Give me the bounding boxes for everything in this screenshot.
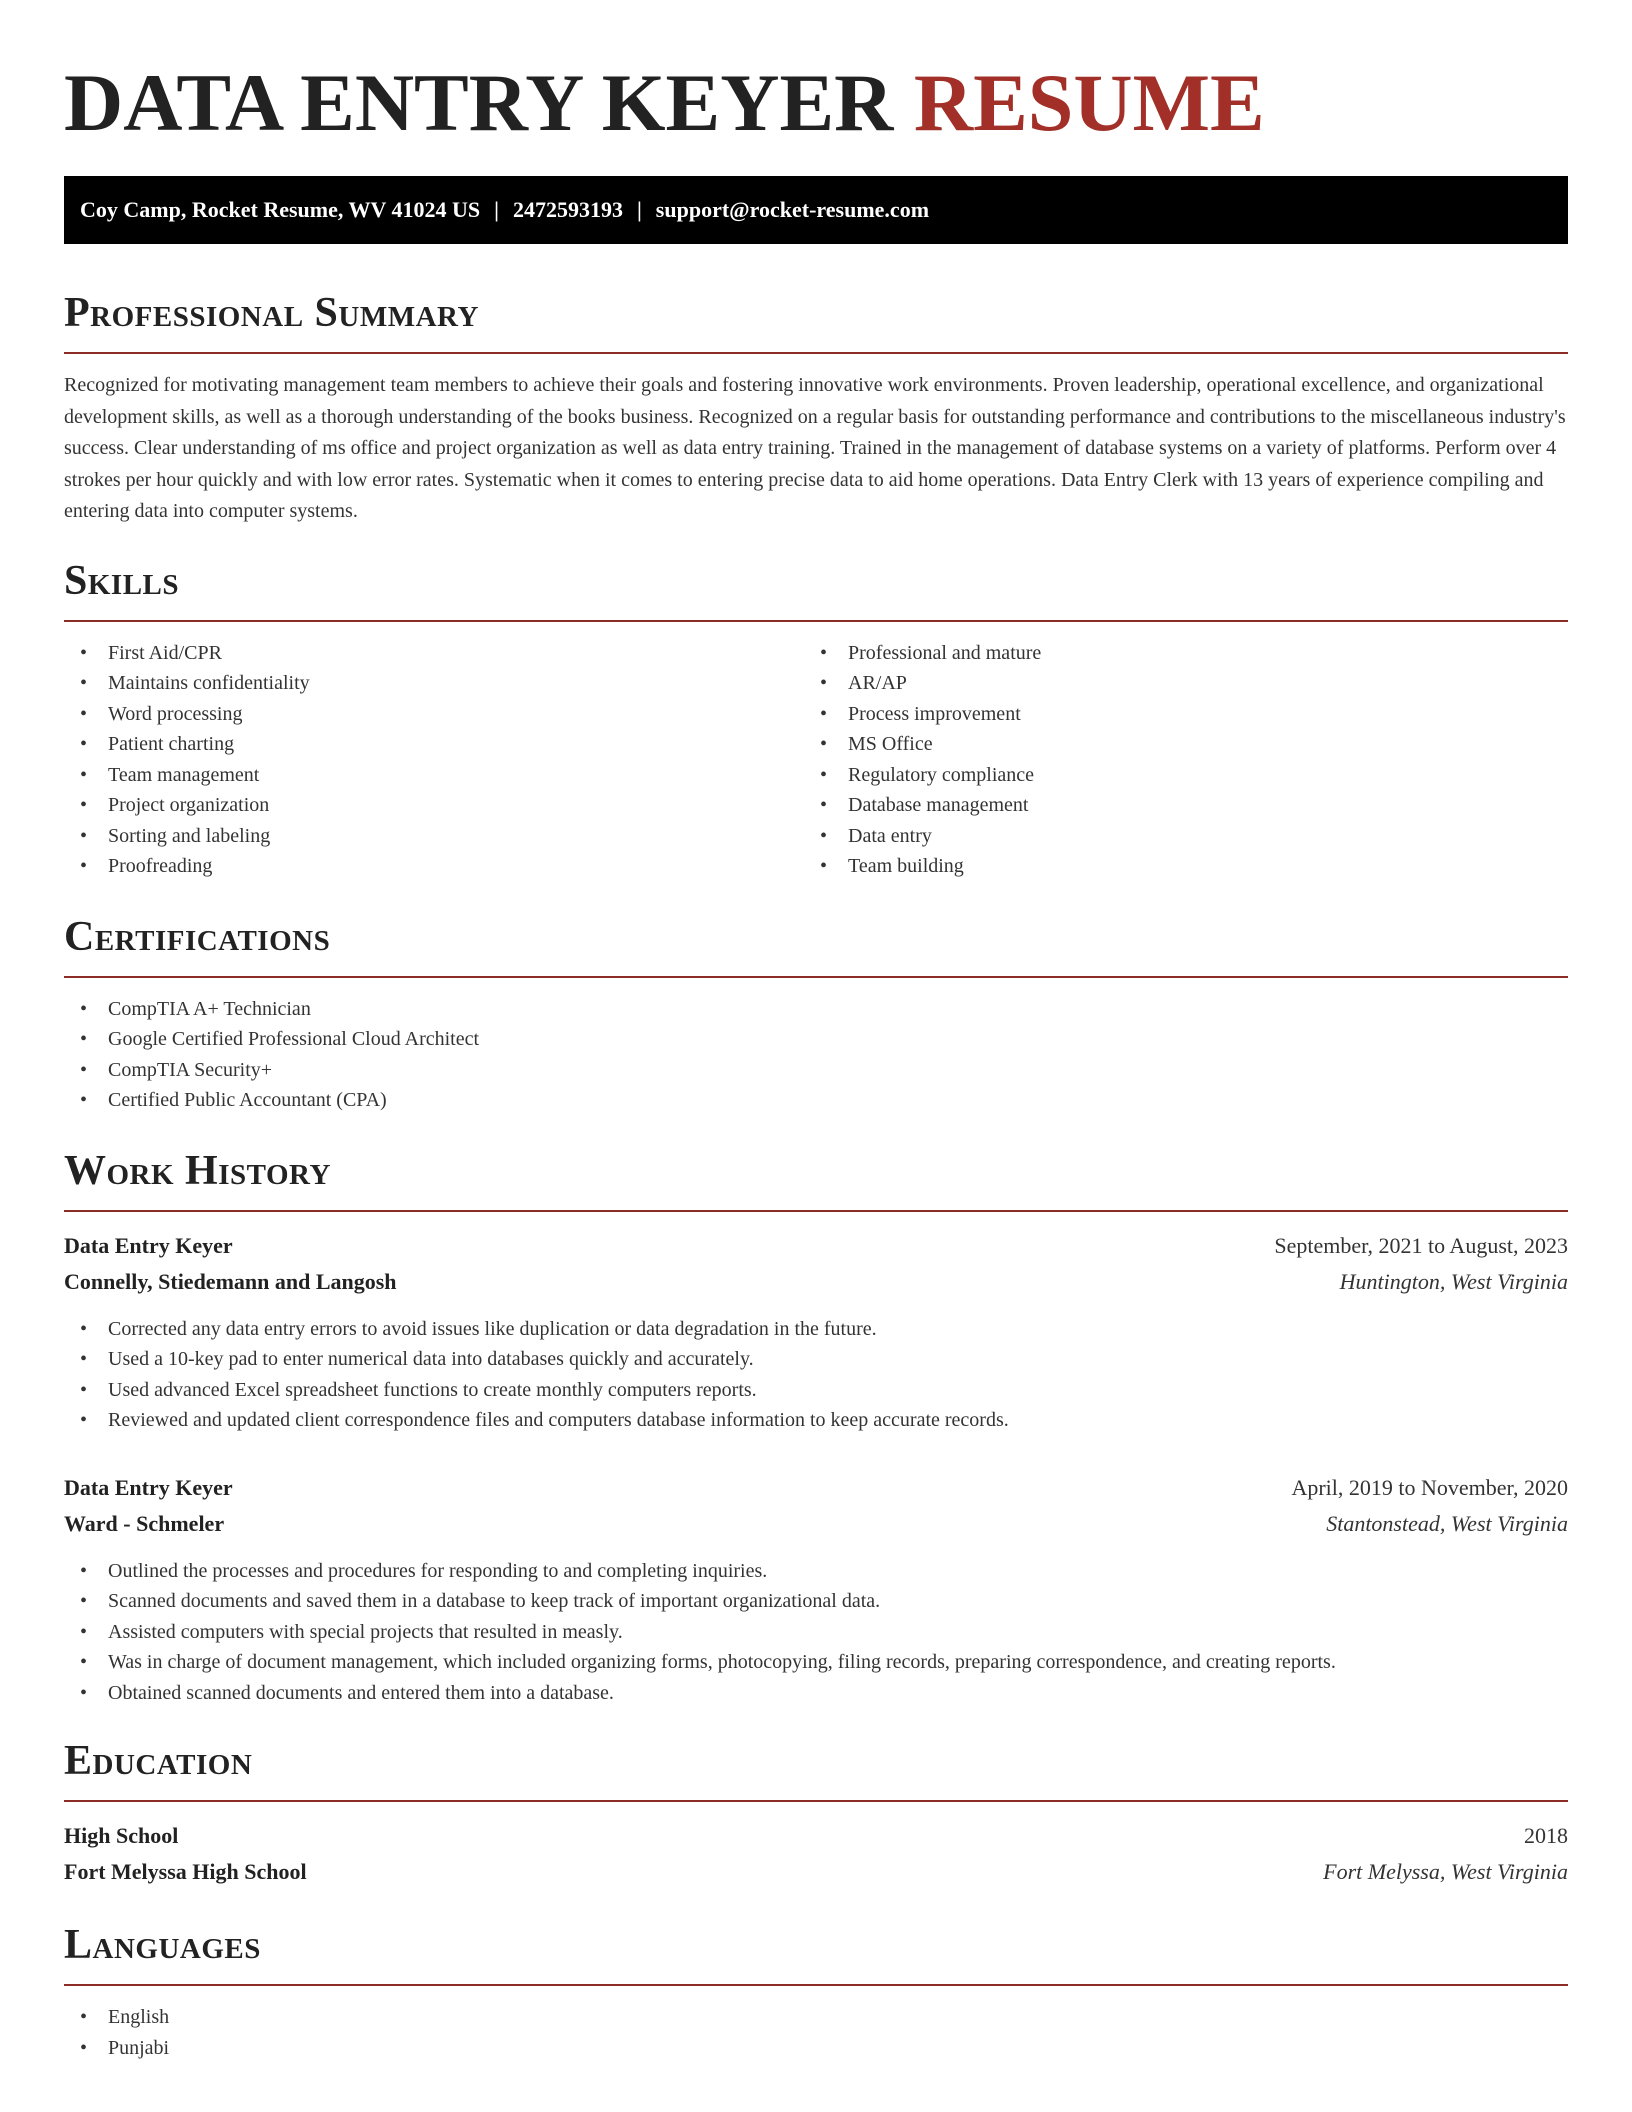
languages-section xyxy=(64,1920,1568,2063)
skill-item: • Regulatory compliance xyxy=(804,760,1544,791)
skills-heading: Skills xyxy=(64,557,180,604)
section-divider xyxy=(64,976,1568,978)
section-divider xyxy=(64,1984,1568,1986)
certifications-heading: Certifications xyxy=(64,913,331,960)
job-duty-item: • Obtained scanned documents and entered them into a database. xyxy=(64,1678,1568,1709)
education-location: Fort Melyssa, West Virginia xyxy=(1323,1859,1568,1884)
summary-text: Recognized for motivating management team members to achieve their goals and fostering innovative work environments. Proven leadership, operational excellence, and organizational development skills, as well as a thorough understanding of the books business. Recognized on a regular basis for outstanding performance and contributions to the miscellaneous industry's success. Clear understanding of ms office and project organization as well as data entry training. Trained in the management of database systems on a variety of platforms. Perform over 4 strokes per hour quickly and with low error rates. Systematic when it comes to entering precise data to aid home operations. Data Entry Clerk with 13 years of experience compiling and entering data into computer systems. xyxy=(64,374,1566,522)
skill-item: • Database management xyxy=(804,790,1544,821)
languages-heading: Languages xyxy=(64,1922,261,1968)
skills-grid xyxy=(64,638,1568,882)
job-duty-item: • Scanned documents and saved them in a database to keep track of important organizational data. xyxy=(64,1586,1568,1617)
job-title: Data Entry Keyer xyxy=(64,1232,233,1258)
skill-item: • Professional and mature xyxy=(804,638,1544,669)
certification-item: • CompTIA Security+ xyxy=(64,1055,1568,1086)
section-divider xyxy=(64,1800,1568,1802)
certification-item: • CompTIA A+ Technician xyxy=(64,994,1568,1025)
contact-address: Coy Camp, Rocket Resume, WV 41024 US xyxy=(80,197,481,222)
education-school: Fort Melyssa High School xyxy=(64,1859,307,1884)
skill-item: • Word processing xyxy=(64,699,804,730)
skill-item: • Team building xyxy=(804,851,1544,882)
job-duty-item: • Used a 10-key pad to enter numerical data into databases quickly and accurately. xyxy=(64,1344,1568,1375)
skill-item: • First Aid/CPR xyxy=(64,638,804,669)
education-school-row xyxy=(64,1854,1568,1890)
education-degree-row xyxy=(64,1818,1568,1854)
resume-title xyxy=(64,0,1568,176)
job-dates: September, 2021 to August, 2023 xyxy=(1274,1232,1568,1258)
summary-section xyxy=(64,288,1568,528)
skill-item: • Project organization xyxy=(64,790,804,821)
education-heading: Education xyxy=(64,1738,253,1784)
job-company: Ward - Schmeler xyxy=(64,1510,225,1536)
job-duty-item: • Reviewed and updated client correspondence files and computers database information to keep accurate records. xyxy=(64,1405,1568,1436)
title-accent: RESUME xyxy=(913,57,1265,148)
job-duties-list xyxy=(64,1556,1568,1709)
job-duty-item: • Was in charge of document management, which included organizing forms, photocopying, filing records, preparing correspondence, and creating reports. xyxy=(64,1647,1568,1678)
contact-email: support@rocket-resume.com xyxy=(655,197,930,222)
skill-item: • Patient charting xyxy=(64,729,804,760)
languages-list xyxy=(64,2002,1568,2063)
job-header-row xyxy=(64,1228,1568,1264)
contact-separator: | xyxy=(636,197,642,222)
education-entry xyxy=(64,1818,1568,1890)
contact-separator: | xyxy=(494,197,499,222)
certifications-section xyxy=(64,912,1568,1116)
contact-bar xyxy=(64,176,1568,244)
skills-list-left xyxy=(64,638,804,882)
job-company-row xyxy=(64,1264,1568,1300)
skill-item: • Data entry xyxy=(804,821,1544,852)
skill-item: • Sorting and labeling xyxy=(64,821,804,852)
skills-list-right xyxy=(804,638,1544,882)
certification-item: • Google Certified Professional Cloud Architect xyxy=(64,1024,1568,1055)
skills-section xyxy=(64,556,1568,882)
section-divider xyxy=(64,352,1568,354)
skill-item: • Team management xyxy=(64,760,804,791)
section-divider xyxy=(64,1210,1568,1212)
job-location: Stantonstead, West Virginia xyxy=(1326,1510,1568,1536)
education-degree: High School xyxy=(64,1823,179,1848)
certification-item: • Certified Public Accountant (CPA) xyxy=(64,1085,1568,1116)
job-duty-item: • Outlined the processes and procedures for responding to and completing inquiries. xyxy=(64,1556,1568,1587)
job-company: Connelly, Stiedemann and Langosh xyxy=(64,1268,397,1294)
job-dates: April, 2019 to November, 2020 xyxy=(1291,1474,1568,1500)
job-entry xyxy=(64,1228,1568,1436)
job-location: Huntington, West Virginia xyxy=(1339,1268,1568,1294)
skill-item: • MS Office xyxy=(804,729,1544,760)
contact-phone: 2472593193 xyxy=(512,197,623,222)
skill-item: • Maintains confidentiality xyxy=(64,668,804,699)
work-history-heading: Work History xyxy=(64,1147,331,1194)
job-duty-item: • Used advanced Excel spreadsheet functions to create monthly computers reports. xyxy=(64,1375,1568,1406)
job-entry xyxy=(64,1470,1568,1709)
title-main: DATA ENTRY KEYER xyxy=(64,57,894,148)
job-duty-item: • Assisted computers with special projects that resulted in measly. xyxy=(64,1617,1568,1648)
education-section xyxy=(64,1736,1568,1890)
job-title: Data Entry Keyer xyxy=(64,1474,233,1500)
skill-item: • Process improvement xyxy=(804,699,1544,730)
job-duty-item: • Corrected any data entry errors to avoid issues like duplication or data degradation in the future. xyxy=(64,1314,1568,1345)
work-history-section xyxy=(64,1146,1568,1709)
section-divider xyxy=(64,620,1568,622)
job-duties-list xyxy=(64,1314,1568,1436)
skill-item: • AR/AP xyxy=(804,668,1544,699)
summary-heading: Professional Summary xyxy=(64,290,479,336)
language-item: • English xyxy=(64,2002,1568,2033)
skill-item: • Proofreading xyxy=(64,851,804,882)
certifications-list xyxy=(64,994,1568,1116)
education-year: 2018 xyxy=(1524,1823,1568,1848)
language-item: • Punjabi xyxy=(64,2033,1568,2064)
job-header-row xyxy=(64,1470,1568,1506)
job-company-row xyxy=(64,1506,1568,1542)
